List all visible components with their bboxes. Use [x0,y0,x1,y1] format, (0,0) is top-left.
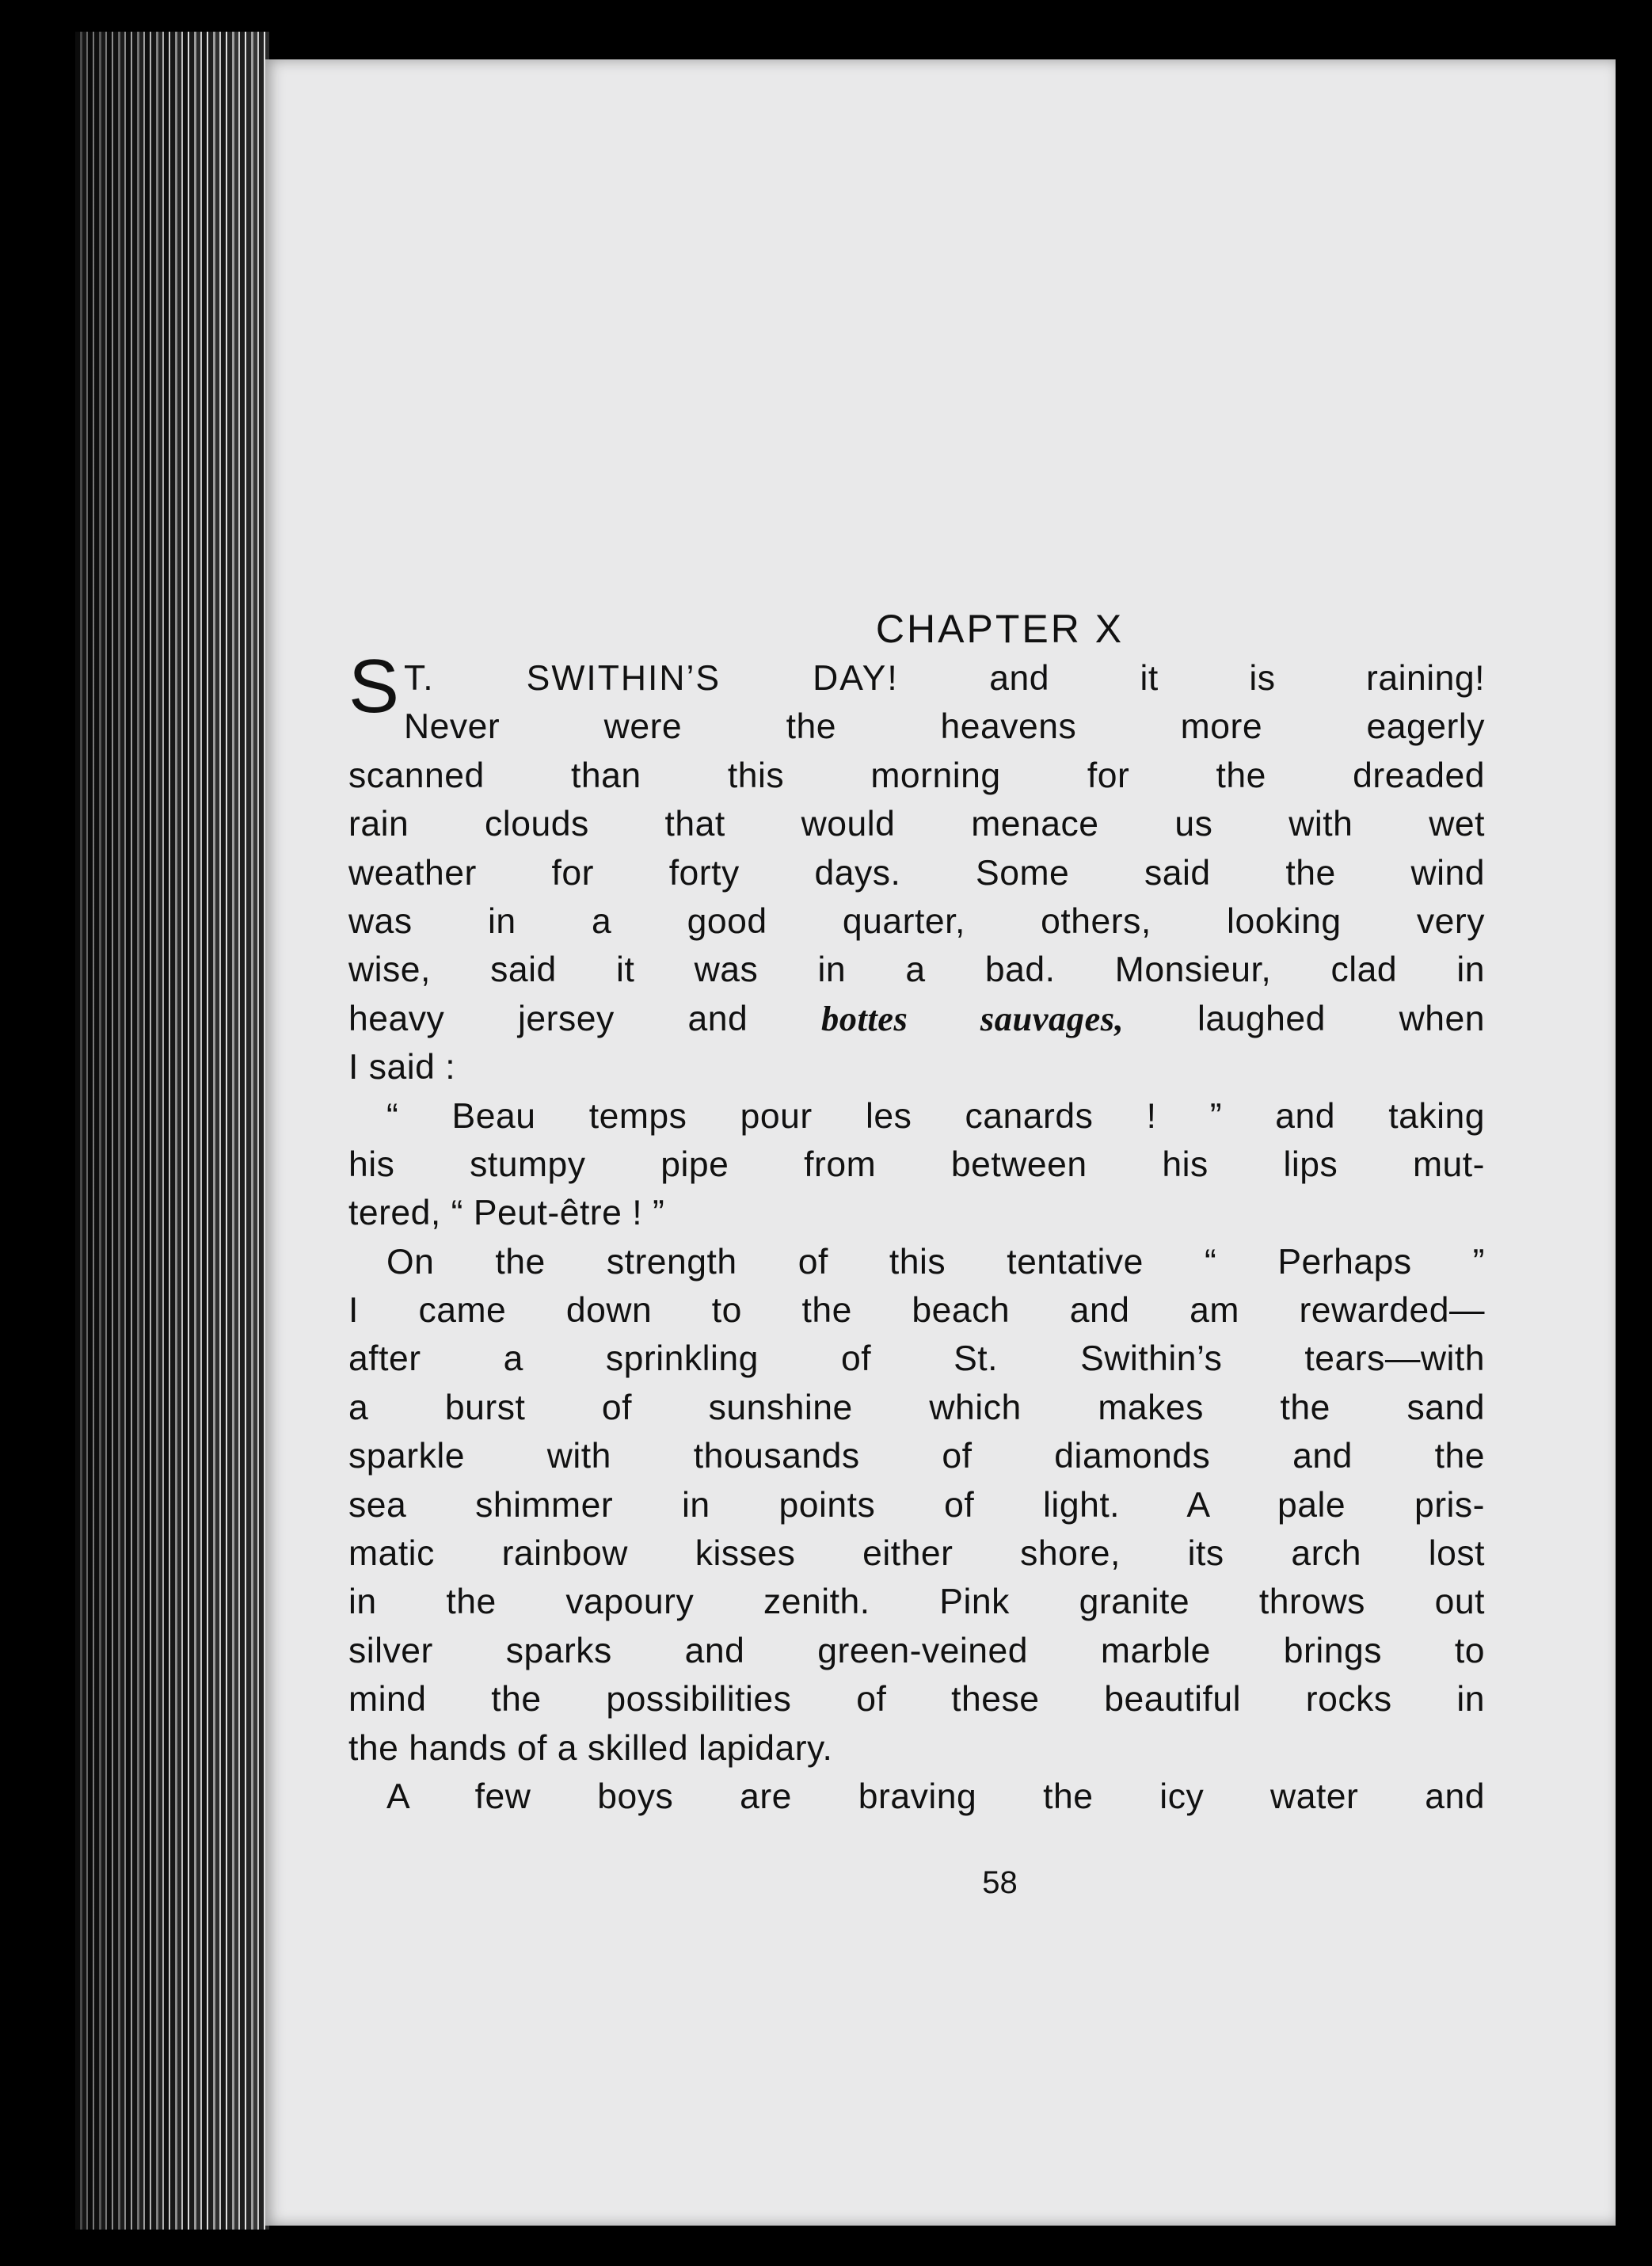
text-span: laughed when [1197,999,1485,1038]
text-line: sparkle with thousands of diamonds and the [348,1437,1485,1476]
italic-phrase: bottes sauvages, [821,998,1125,1038]
text-line [348,995,1485,1043]
text-line: Never were the heavens more eagerly [404,707,1485,747]
text-span: and it is raining! [989,659,1485,698]
text-line [348,654,1485,703]
text-line: his stumpy pipe from between his lips mut- [348,1144,1485,1184]
text-line: a burst of sunshine which makes the sand [348,1388,1485,1427]
text-line: On the strength of this tentative “ Perhaps ” [386,1242,1485,1282]
text-line: the hands of a skilled lapidary. [348,1728,833,1768]
text-span: heavy jersey and [348,999,748,1038]
drop-cap: S [348,644,400,729]
body-text [348,644,1485,1821]
text-line: I came down to the beach and am rewarded— [348,1291,1485,1331]
text-line: rain clouds that would menace us with wet [348,805,1485,844]
text-line: “ Beau temps pour les canards ! ” and taking [386,1096,1485,1136]
paragraph-3 [348,1238,1485,1773]
text-line: A few boys are braving the icy water and [386,1777,1485,1816]
text-line: in the vapoury zenith. Pink granite throws out [348,1582,1485,1622]
book-page-edges [75,32,269,2230]
text-line: I said : [348,1048,456,1087]
text-line: was in a good quarter, others, looking very [348,901,1485,941]
text-line: mind the possibilities of these beautiful rocks in [348,1680,1485,1719]
text-line: silver sparks and green-veined marble brings to [348,1631,1485,1670]
paragraph-1 [348,644,1485,1092]
text-line: tered, “ Peut-être ! ” [348,1194,665,1233]
text-line: scanned than this morning for the dreaded [348,756,1485,795]
text-line: matic rainbow kisses either shore, its arch lost [348,1534,1485,1574]
text-line: sea shimmer in points of light. A pale pris- [348,1485,1485,1525]
paragraph-4 [348,1773,1485,1821]
text-line: weather for forty days. Some said the wind [348,853,1485,893]
paragraph-2 [348,1092,1485,1238]
chapter-heading: CHAPTER X [875,607,1125,651]
opening-caps: T. SWITHIN’S DAY! [404,659,899,698]
text-line: after a sprinkling of St. Swithin’s tears—with [348,1339,1485,1379]
page-edges-shading [75,32,269,2230]
text-line: wise, said it was in a bad. Monsieur, clad in [348,950,1485,990]
page-number: 58 [982,1865,1018,1900]
